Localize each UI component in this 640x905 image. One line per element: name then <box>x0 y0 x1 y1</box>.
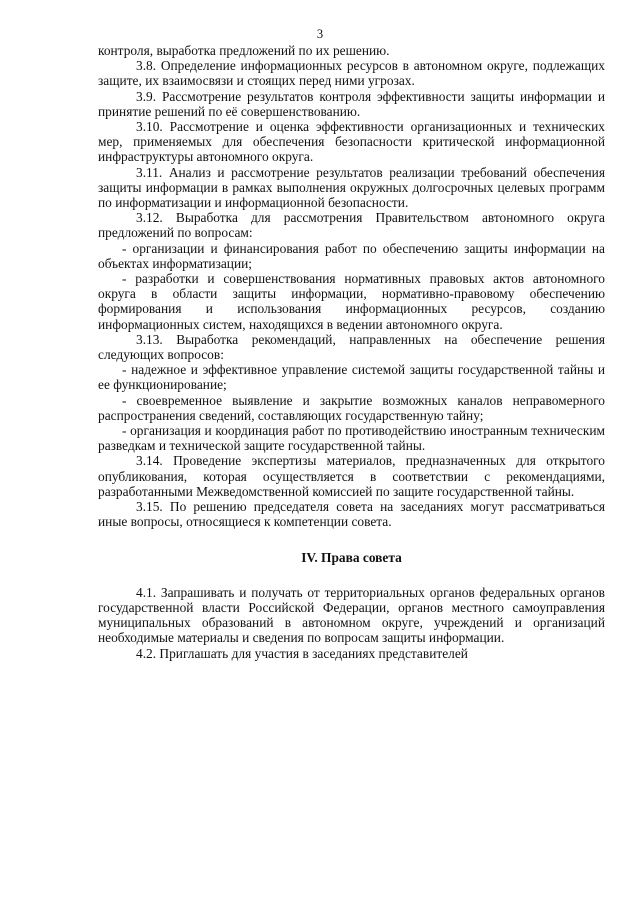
list-item-3-13-3: - организация и координация работ по противодействию иностранным техническим разведкам и технической защите государственной тайны. <box>98 423 605 454</box>
list-item-3-13-2: - своевременное выявление и закрытие возможных каналов неправомерного распространения сведений, составляющих государственную тайну; <box>98 392 605 423</box>
list-item-3-12-1: - организации и финансирования работ по обеспечению защиты информации на объектах информатизации; <box>98 240 605 271</box>
paragraph-3-12: 3.12. Выработка для рассмотрения Правительством автономного округа предложений по вопросам: <box>98 210 605 241</box>
paragraph-3-13: 3.13. Выработка рекомендаций, направленных на обеспечение решения следующих вопросов: <box>98 331 605 363</box>
paragraph-3-15: 3.15. По решению председателя совета на заседаниях могут рассматриваться иные вопросы, относящиеся к компетенции совета. <box>98 499 605 530</box>
document-body <box>98 43 605 661</box>
paragraph-4-2: 4.2. Приглашать для участия в заседаниях представителей <box>136 645 468 661</box>
paragraph-3-8: 3.8. Определение информационных ресурсов в автономном округе, подлежащих защите, их взаимосвязи и стоящих перед ними угрозах. <box>98 58 605 89</box>
paragraph-3-14: 3.14. Проведение экспертизы материалов, предназначенных для открытого опубликования, которая осуществляется в соответствии с рекомендациями, разработанными Межведомственной комиссией по защите государственной тайны. <box>98 453 605 499</box>
paragraph-continuation: контроля, выработка предложений по их решению. <box>98 43 390 58</box>
paragraph-4-1: 4.1. Запрашивать и получать от территориальных органов федеральных органов государственной власти Российской Федерации, органов местного самоуправления муниципальных образований в автономном округе, учреждений и организаций необходимые материалы и сведения по вопросам защиты информации. <box>98 584 605 646</box>
paragraph-3-10: 3.10. Рассмотрение и оценка эффективности организационных и технических мер, применяемых для обеспечения безопасности критической информационной инфраструктуры автономного округа. <box>98 119 605 165</box>
section-heading: IV. Права совета <box>301 549 402 565</box>
page-number: 3 <box>316 27 324 41</box>
list-item-3-13-1: - надежное и эффективное управление системой защиты государственной тайны и ее функционирование; <box>98 362 605 393</box>
list-item-3-12-2: - разработки и совершенствования нормативных правовых актов автономного округа в области защиты информации, нормативно-правовому обеспечению формирования и использования информационных ресурсов, созданию информационных систем, находящихся в ведении автономного округа. <box>98 271 605 332</box>
paragraph-3-9: 3.9. Рассмотрение результатов контроля эффективности защиты информации и принятие решений по её совершенствованию. <box>98 88 605 119</box>
paragraph-3-11: 3.11. Анализ и рассмотрение результатов реализации требований обеспечения защиты информации в рамках выполнения окружных долгосрочных целевых программ по информатизации и информационной безопасности. <box>98 164 605 211</box>
